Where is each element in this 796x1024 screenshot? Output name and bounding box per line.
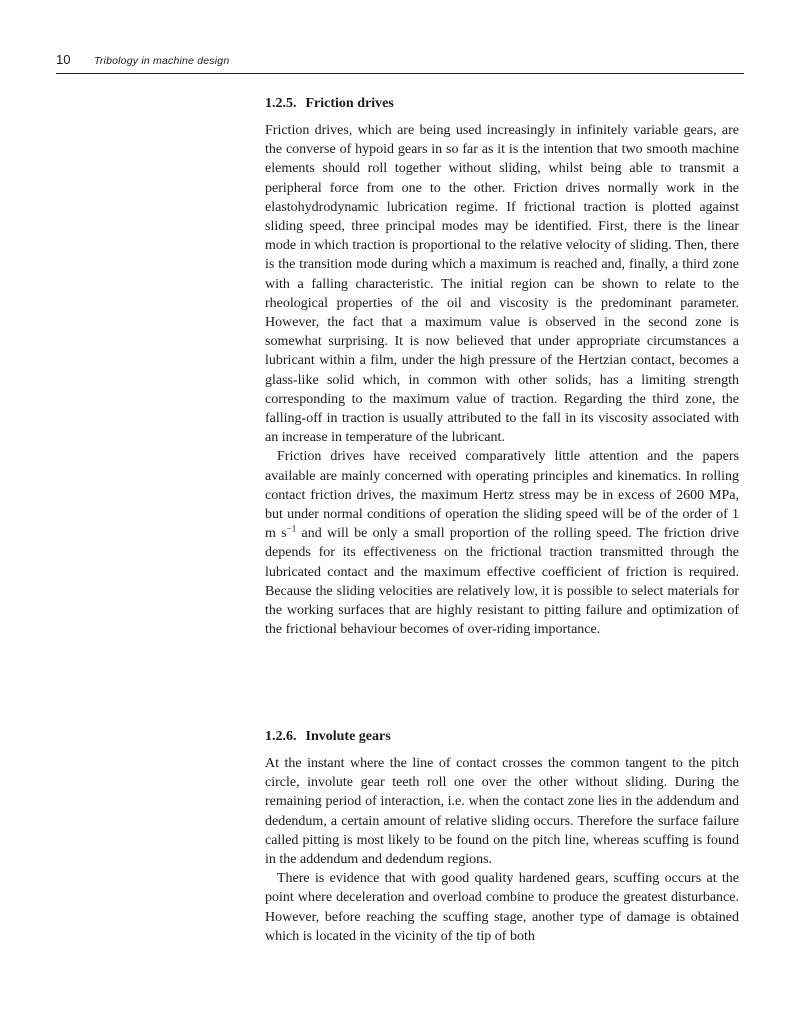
running-title: Tribology in machine design: [94, 55, 230, 67]
running-head: [56, 52, 744, 72]
section-body-friction-drives: [265, 121, 739, 639]
section-body-involute-gears: [265, 754, 739, 946]
paragraph: [265, 447, 739, 639]
paragraph: There is evidence that with good quality hardened gears, scuffing occurs at the point where deceleration and overload combine to produce the greatest disturbance. However, before reaching the scuffing stage, another type of damage is obtained which is located in the vicinity of the tip of both: [265, 871, 739, 944]
section-title: Involute gears: [305, 729, 391, 744]
page-number: 10: [56, 52, 71, 67]
header-rule: [56, 73, 744, 74]
section-heading-friction-drives: [265, 94, 739, 114]
section-number: 1.2.6.: [265, 729, 297, 744]
text-span: Friction drives have received comparatively little attention and the papers available are mainly concerned with operating principles and kinematics. In rolling contact friction drives, the maximum Hertz stress may be in excess of 2600 MPa, but under normal conditions of operation the sliding speed will be of the order of 1 m s: [265, 449, 739, 542]
section-title: Friction drives: [305, 96, 394, 111]
text-span: and will be only a small proportion of the rolling speed. The friction drive depends for its effectiveness on the frictional traction transmitted through the lubricated contact and the maximum effective coefficient of friction is required. Because the sliding velocities are relatively low, it is possible to select materials for the working surfaces that are highly resistant to pitting failure and optimization of the frictional behaviour becomes of over-riding importance.: [265, 526, 740, 638]
superscript: −1: [286, 523, 297, 534]
section-heading-involute-gears: [265, 727, 739, 747]
paragraph: Friction drives, which are being used increasingly in infinitely variable gears, are the converse of hypoid gears in so far as it is the intention that two smooth machine elements should roll together without sliding, whilst being able to transmit a peripheral force from one to the other. Friction drives normally work in the elastohydrodynamic lubrication regime. If frictional traction is plotted against sliding speed, three principal modes may be identified. First, there is the linear mode in which traction is proportional to the relative velocity of sliding. Then, there is the transition mode during which a maximum is reached and, finally, a third zone with a falling characteristic. The initial region can be shown to relate to the rheological properties of the oil and viscosity is the predominant parameter. However, the fact that a maximum value is observed in the second zone is somewhat surprising. It is now believed that under appropriate circumstances a lubricant within a film, under the high pressure of the Hertzian contact, becomes a glass-like solid which, in common with other solids, has a limiting strength corresponding to the maximum value of traction. Regarding the third zone, the falling-off in traction is usually attributed to the fall in its viscosity associated with an increase in temperature of the lubricant.: [265, 123, 739, 446]
paragraph: At the instant where the line of contact crosses the common tangent to the pitch circle, involute gear teeth roll one over the other without sliding. During the remaining period of interaction, i.e. when the contact zone lies in the addendum and dedendum, a certain amount of relative sliding occurs. Therefore the surface failure called pitting is most likely to be found on the pitch line, whereas scuffing is found in the addendum and dedendum regions.: [265, 756, 739, 868]
section-number: 1.2.5.: [265, 96, 297, 111]
